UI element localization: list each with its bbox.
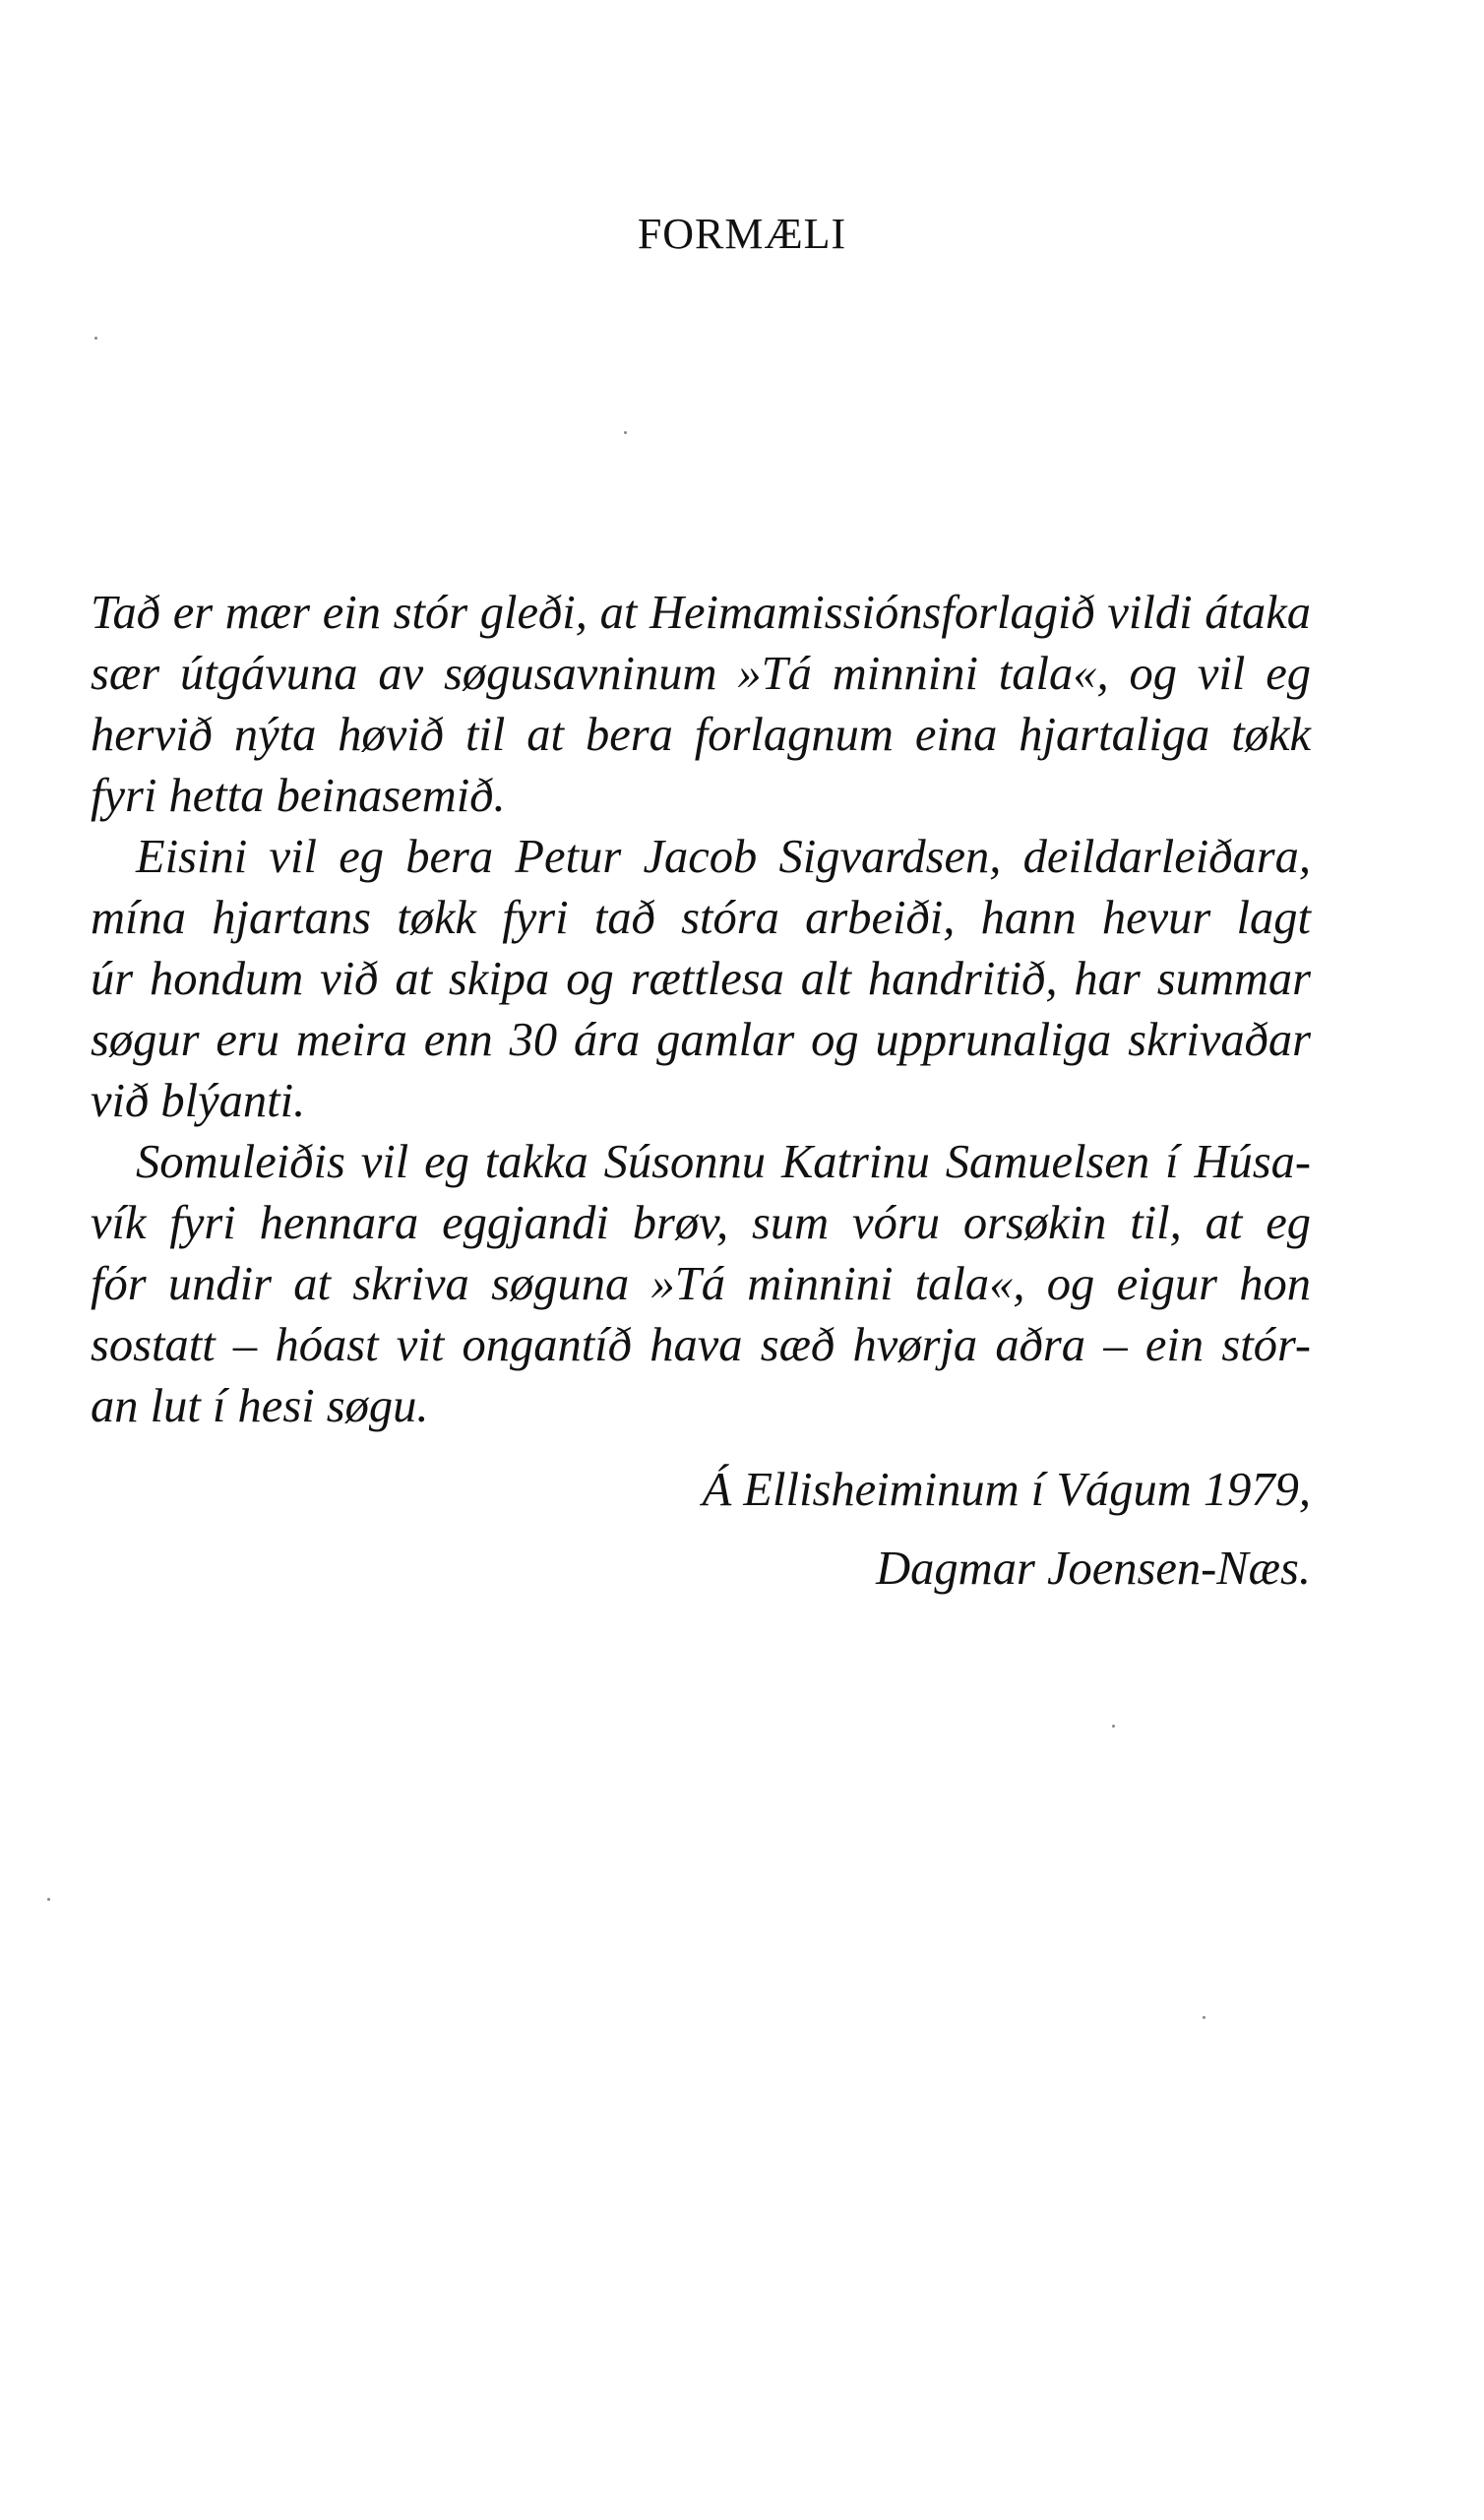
text-line: sær útgávuna av søgusavninum »Tá minnini tala«, og vil eg xyxy=(91,648,1311,700)
text-line: an lut í hesi søgu. xyxy=(91,1380,429,1432)
page-title: FORMÆLI xyxy=(637,210,847,258)
text-line: fór undir at skriva søguna »Tá minnini tala«, og eigur hon xyxy=(91,1258,1311,1310)
paragraph-2 xyxy=(91,827,1311,1132)
text-line: úr hondum við at skipa og rættlesa alt handritið, har summar xyxy=(91,953,1311,1005)
signature-author: Dagmar Joensen-Næs. xyxy=(876,1543,1311,1595)
paragraph-1 xyxy=(91,583,1311,827)
text-line: mína hjartans tøkk fyri tað stóra arbeiði, hann hevur lagt xyxy=(91,892,1311,944)
text-line: hervið nýta høvið til at bera forlagnum eina hjartaliga tøkk xyxy=(91,709,1311,761)
signature-block xyxy=(703,1451,1311,1608)
scan-speck xyxy=(624,431,627,434)
text-line: við blýanti. xyxy=(91,1075,306,1127)
scan-speck xyxy=(1203,2016,1206,2019)
text-line: søgur eru meira enn 30 ára gamlar og upprunaliga skrivaðar xyxy=(91,1014,1311,1066)
text-line: fyri hetta beinasemið. xyxy=(91,770,506,822)
scan-speck xyxy=(47,1898,50,1901)
signature-place-date: Á Ellisheiminum í Vágum 1979, xyxy=(702,1464,1311,1516)
text-line: Somuleiðis vil eg takka Súsonnu Katrinu Samuelsen í Húsa- xyxy=(136,1136,1311,1188)
text-line: Tað er mær ein stór gleði, at Heimamissiónsforlagið vildi átaka xyxy=(91,587,1311,639)
scan-speck xyxy=(94,337,97,340)
text-line: sostatt – hóast vit ongantíð hava sæð hvørja aðra – ein stór- xyxy=(91,1319,1311,1371)
paragraph-3 xyxy=(91,1132,1311,1437)
text-line: Eisini vil eg bera Petur Jacob Sigvardsen, deildarleiðara, xyxy=(136,831,1311,883)
foreword-body xyxy=(91,583,1311,1437)
scan-speck xyxy=(1112,1725,1115,1728)
text-line: vík fyri hennara eggjandi brøv, sum vóru orsøkin til, at eg xyxy=(91,1197,1311,1249)
